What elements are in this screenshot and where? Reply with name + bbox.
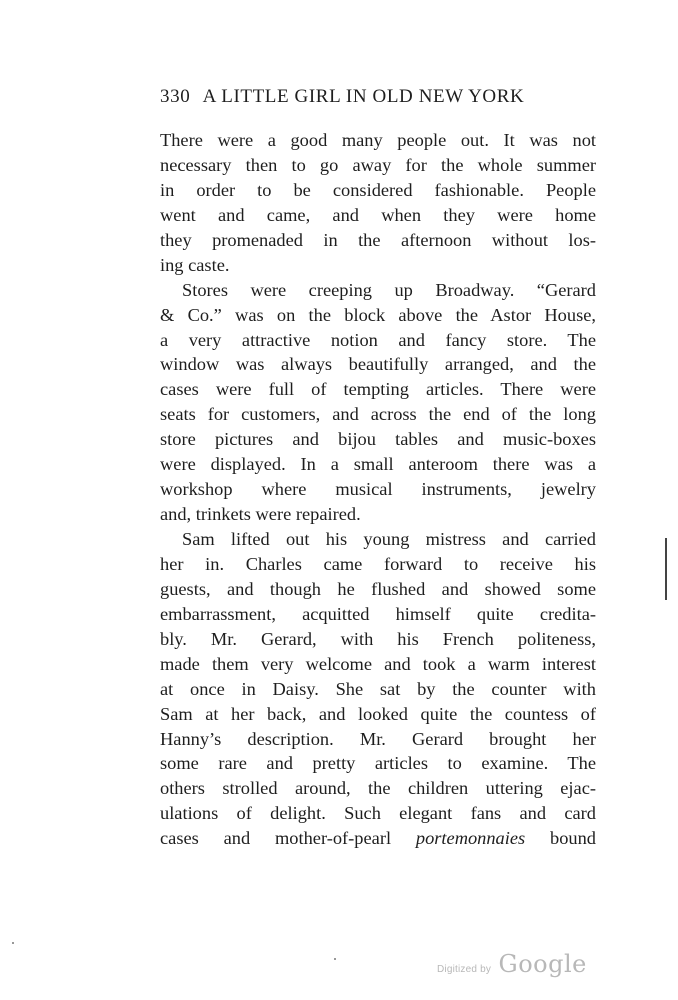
text-line: There were a good many people out. It was not [160,130,596,150]
text-line: store pictures and bijou tables and music-boxes [160,429,596,450]
text-line: a very attractive notion and fancy store. The [160,329,596,350]
text-line: made them very welcome and took a warm interest [160,653,596,674]
text-line: bly. Mr. Gerard, with his French politeness, [160,628,596,649]
text-line: ulations of delight. Such elegant fans and card [160,803,596,824]
scan-edge-mark [665,538,667,600]
body-text [160,128,596,851]
text-line: Stores were creeping up Broadway. “Gerard [182,279,596,300]
text-line: necessary then to go away for the whole summer [160,154,596,175]
running-title: A LITTLE GIRL IN OLD NEW YORK [202,86,525,107]
text-line: others strolled around, the children uttering ejac- [160,778,596,799]
text-line: & Co.” was on the block above the Astor House, [160,304,596,325]
text-line: in order to be considered fashionable. People [160,179,596,200]
text-line: her in. Charles came forward to receive his [160,553,596,574]
text-line: workshop where musical instruments, jewelry [160,479,596,500]
text-line: went and came, and when they were home [160,204,596,225]
text-line: window was always beautifully arranged, and the [160,354,596,375]
text-line: and, trinkets were repaired. [160,504,361,525]
text-line: Sam at her back, and looked quite the countess of [160,703,596,724]
text-line: Hanny’s description. Mr. Gerard brought her [160,728,596,749]
scan-speck [12,942,14,944]
text-line: at once in Daisy. She sat by the counter with [160,678,596,699]
final-line-start: cases and mother-of-pearl [160,828,416,849]
text-line-final [160,826,596,851]
text-line: were displayed. In a small anteroom there was a [160,454,596,475]
text-line: ing caste. [160,254,230,275]
scan-speck [334,958,336,960]
final-line-end: bound [525,828,596,849]
watermark-prefix: Digitized by [437,964,492,975]
text-line: guests, and though he flushed and showed some [160,578,596,599]
digitized-watermark [437,950,587,978]
text-line: some rare and pretty articles to examine. The [160,753,596,774]
text-line: embarrassment, acquitted himself quite credita- [160,603,596,624]
text-line: cases were full of tempting articles. There were [160,379,596,400]
text-line: they promenaded in the afternoon without los- [160,229,596,250]
text-line: seats for customers, and across the end of the long [160,404,596,425]
running-header [160,86,596,108]
italic-word: portemonnaies [415,828,526,849]
page-number: 330 [160,86,191,107]
text-line: Sam lifted out his young mistress and carried [182,529,596,549]
google-logo: Google [498,950,587,978]
